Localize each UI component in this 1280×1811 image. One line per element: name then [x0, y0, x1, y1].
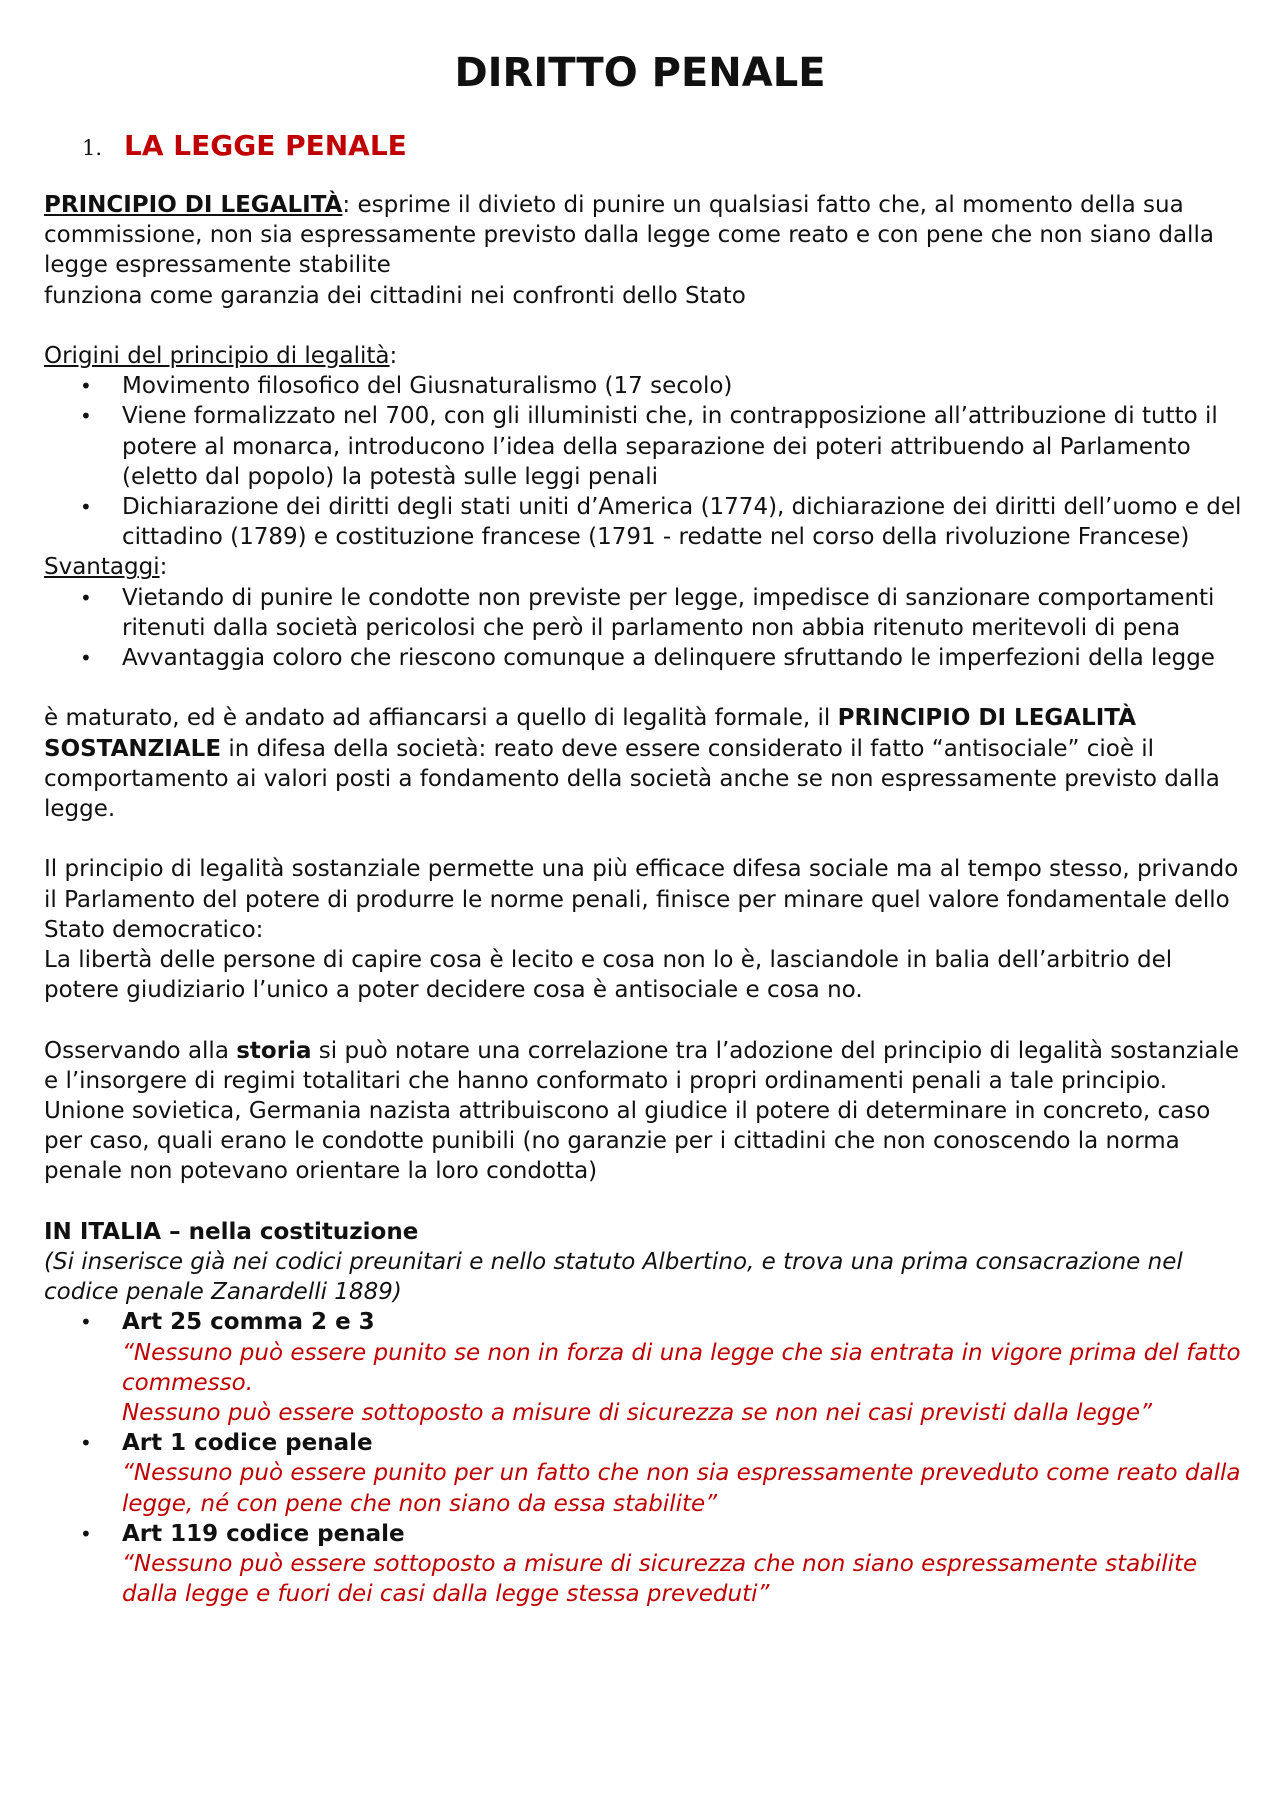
substantial-legality-paragraph: è maturato, ed è andato ad affiancarsi a quello di legalità formale, il PRINCIPIO DI LEGALITÀ SOSTANZIALE in difesa della società: reato deve essere considerato il fatto “antisociale” cioè il comportamento ai valori posti a fondamento della società anche se non espressamente previsto dalla legge.	[44, 705, 1220, 823]
article-title: • Art 25 comma 2 e 3	[122, 1309, 375, 1336]
italy-note: (Si inserisce già nei codici preunitari e nello statuto Albertino, e trova una prima consacrazione nel codice penale Zanardelli 1889)	[44, 1249, 1183, 1306]
history-term: storia	[236, 1037, 312, 1064]
origins-list	[44, 371, 1244, 552]
substantial-effects-paragraph: Il principio di legalità sostanziale permette una più efficace difesa sociale ma al tempo stesso, privando il Parlamento del potere di produrre le norme penali, finisce per minare quel valore fondamentale dello Stato democratico:	[44, 856, 1239, 943]
list-item: • Movimento filosofico del Giusnaturalismo (17 secolo)	[44, 371, 1244, 401]
legality-term: PRINCIPIO DI LEGALITÀ	[44, 192, 343, 218]
document-body	[44, 190, 1244, 1609]
article-title: • Art 1 codice penale	[122, 1430, 373, 1457]
disadvantages-list	[44, 583, 1244, 674]
article-quote: Nessuno può essere sottoposto a misure di sicurezza se non nei casi previsti dalla legge”	[122, 1400, 1152, 1427]
section-title: LA LEGGE PENALE	[124, 129, 407, 162]
italy-heading: IN ITALIA – nella costituzione	[44, 1218, 419, 1245]
document-title: DIRITTO PENALE	[454, 50, 826, 96]
list-item: • Vietando di punire le condotte non previste per legge, impedisce di sanzionare comportamenti ritenuti dalla società pericolosi che però il parlamento non abbia ritenuto meritevoli di pena	[44, 583, 1244, 643]
section-number: 1.	[82, 136, 103, 160]
article-quote: “Nessuno può essere punito se non in forza di una legge che sia entrata in vigore prima del fatto commesso.	[122, 1339, 1241, 1396]
history-paragraph: Osservando alla storia si può notare una correlazione tra l’adozione del principio di legalità sostanziale e l’insorgere di regimi totalitari che hanno conformato i propri ordinamenti penali a tale principio.	[44, 1037, 1240, 1094]
article-item	[44, 1428, 1244, 1519]
substantial-legality-term: PRINCIPIO DI LEGALITÀ SOSTANZIALE	[44, 705, 1137, 762]
substantial-freedom-paragraph: La libertà delle persone di capire cosa è lecito e cosa non lo è, lasciandole in balia dell’arbitrio del potere giudiziario l’unico a poter decidere cosa è antisociale e cosa no.	[44, 947, 1173, 1004]
origins-heading-text: Origini del principio di legalità	[44, 343, 390, 369]
disadvantages-heading-text: Svantaggi	[44, 554, 160, 581]
list-item: • Dichiarazione dei diritti degli stati uniti d’America (1774), dichiarazione dei diritti dell’uomo e del cittadino (1789) e costituzione francese (1791 - redatte nel corso della rivoluzione Francese)	[44, 492, 1244, 552]
article-quote: “Nessuno può essere punito per un fatto che non sia espressamente preveduto come reato dalla legge, né con pene che non siano da essa stabilite”	[122, 1460, 1241, 1517]
legality-guarantee: funziona come garanzia dei cittadini nei confronti dello Stato	[44, 282, 746, 309]
section-heading	[82, 128, 407, 166]
list-item: • Viene formalizzato nel 700, con gli illuministi che, in contrapposizione all’attribuzione di tutto il potere al monarca, introducono l’idea della separazione dei poteri attribuendo al Parlamento (eletto dal popolo) la potestà sulle leggi penali	[44, 401, 1244, 492]
article-item	[44, 1307, 1244, 1428]
list-item: • Avvantaggia coloro che riescono comunque a delinquere sfruttando le imperfezioni della legge	[44, 643, 1244, 673]
history-example: Unione sovietica, Germania nazista attribuiscono al giudice il potere di determinare in concreto, caso per caso, quali erano le condotte punibili (no garanzie per i cittadini che non conoscendo la norma penale non potevano orientare la loro condotta)	[44, 1098, 1211, 1185]
articles-list	[44, 1307, 1244, 1609]
legality-definition	[44, 190, 1244, 281]
legality-definition-text: : esprime il divieto di punire un qualsiasi fatto che, al momento della sua commissione, non sia espressamente previsto dalla legge come reato e con pene che non siano dalla legge espressamente stabilite	[44, 192, 1214, 279]
disadvantages-heading: Svantaggi:	[44, 554, 168, 581]
article-title: • Art 119 codice penale	[122, 1520, 405, 1547]
article-item	[44, 1519, 1244, 1610]
origins-heading: Origini del principio di legalità:	[44, 343, 398, 369]
article-quote: “Nessuno può essere sottoposto a misure di sicurezza che non siano espressamente stabilite dalla legge e fuori dei casi dalla legge stessa preveduti”	[122, 1551, 1198, 1608]
